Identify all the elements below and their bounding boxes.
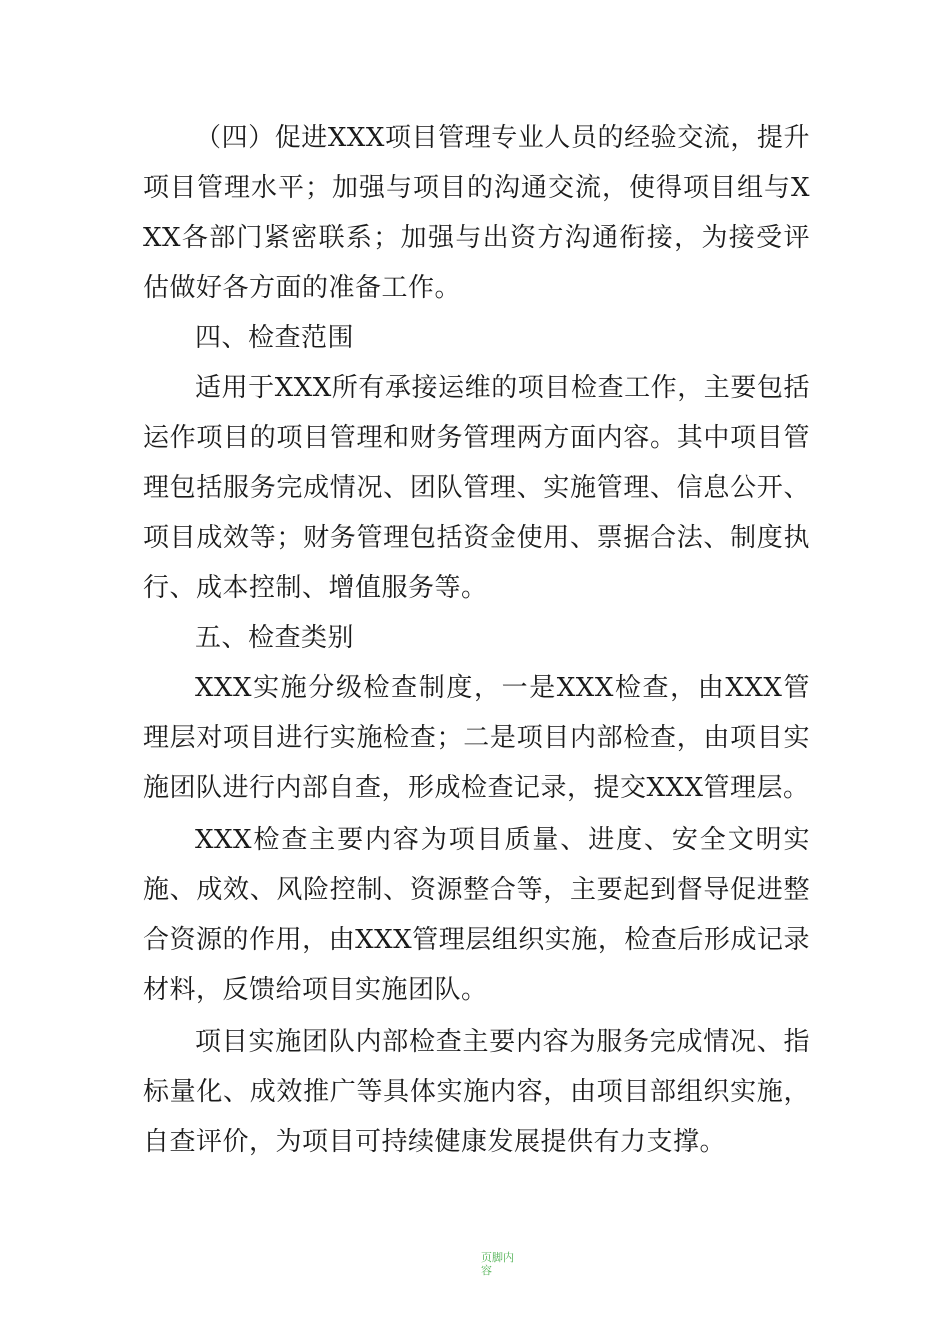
paragraph-objective-four: （四）促进XXX项目管理专业人员的经验交流，提升项目管理水平；加强与项目的沟通交流，使得项目组与XXX各部门紧密联系；加强与出资方沟通衔接，为接受评估做好各方面的准备工作。 <box>143 123 810 303</box>
paragraph-grading-system: XXX实施分级检查制度，一是XXX检查，由XXX管理层对项目进行实施检查；二是项目内部检查，由项目实施团队进行内部自查，形成检查记录，提交XXX管理层。 <box>143 673 810 803</box>
document-body <box>143 113 810 1167</box>
paragraph-inspection-scope: 适用于XXX所有承接运维的项目检查工作，主要包括运作项目的项目管理和财务管理两方面内容。其中项目管理包括服务完成情况、团队管理、实施管理、信息公开、项目成效等；财务管理包括资金使用、票据合法、制度执行、成本控制、增值服务等。 <box>143 373 810 603</box>
paragraph-xxx-inspection: XXX检查主要内容为项目质量、进度、安全文明实施、成效、风险控制、资源整合等，主要起到督导促进整合资源的作用，由XXX管理层组织实施，检查后形成记录材料，反馈给项目实施团队。 <box>143 825 810 1005</box>
paragraph-internal-inspection: 项目实施团队内部检查主要内容为服务完成情况、指标量化、成效推广等具体实施内容，由项目部组织实施，自查评价，为项目可持续健康发展提供有力支撑。 <box>143 1027 810 1157</box>
heading-inspection-scope: 四、检查范围 <box>195 323 355 353</box>
page-footer: 页脚内容 <box>481 1251 514 1277</box>
heading-inspection-category: 五、检查类别 <box>195 623 355 653</box>
